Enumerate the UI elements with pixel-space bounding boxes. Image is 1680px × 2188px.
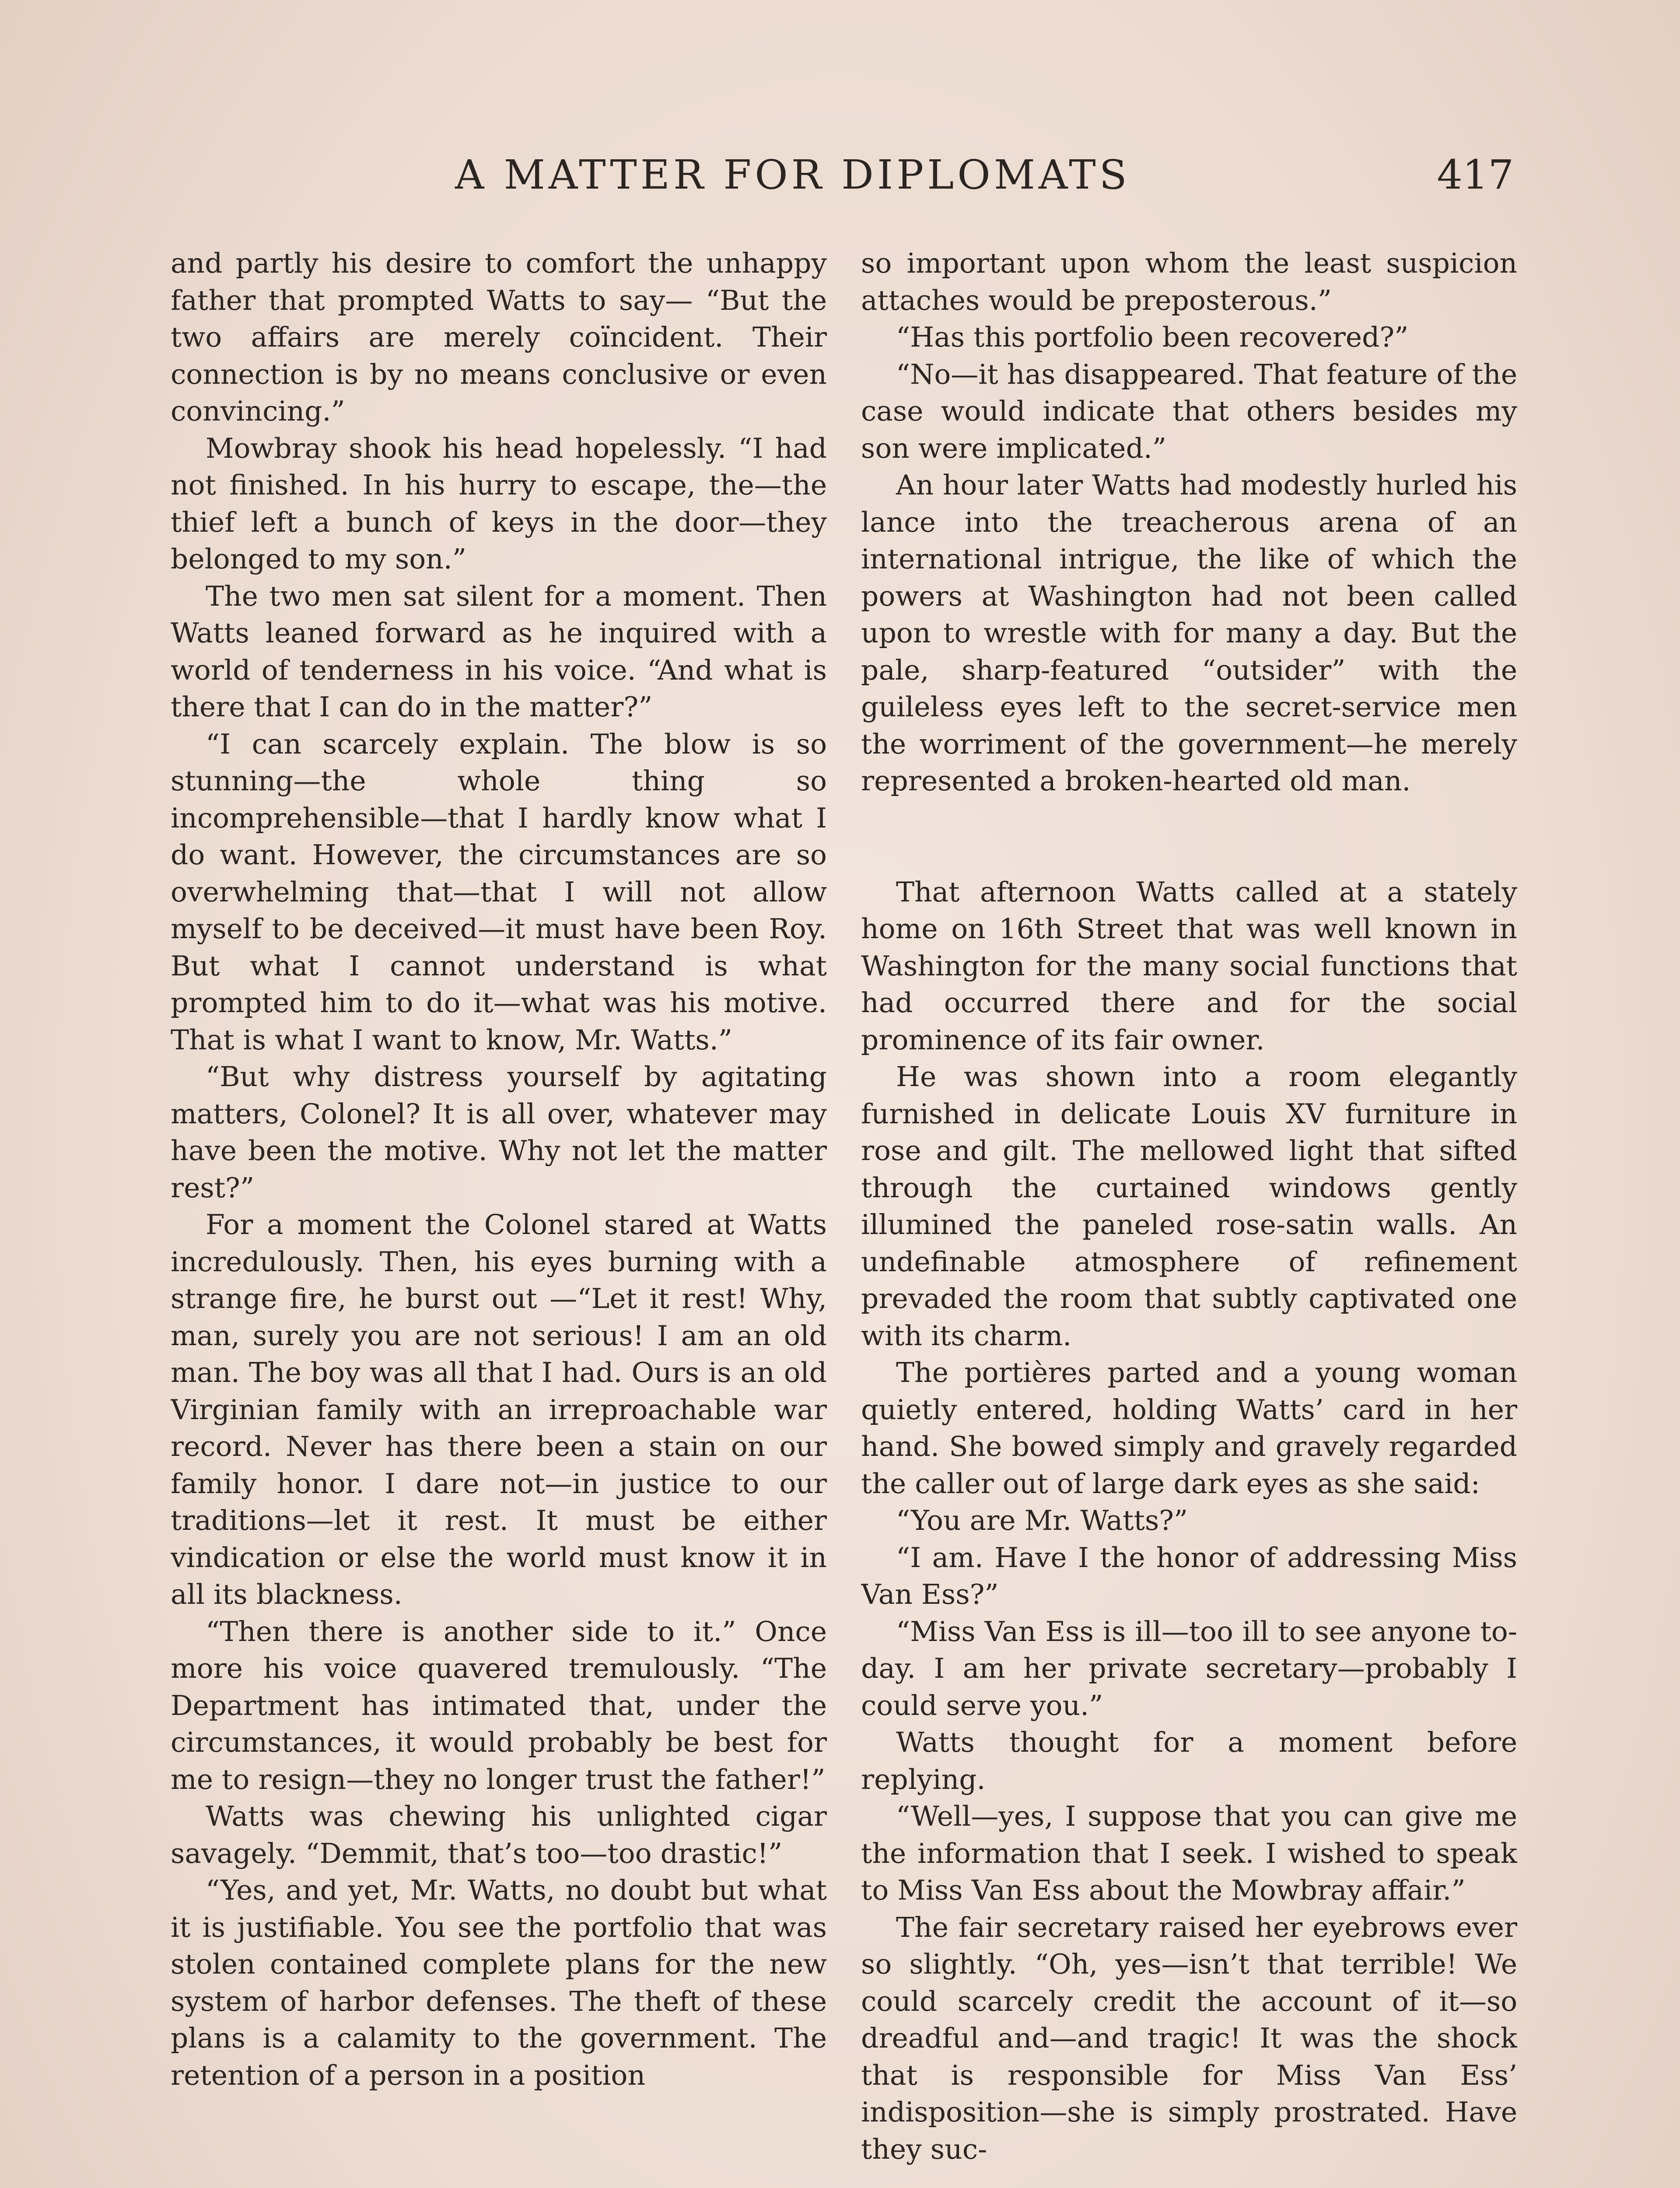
- left-text-column: [171, 245, 827, 2188]
- paragraph: Watts was chewing his unlighted cigar savagely. “Demmit, that’s too—too drastic!”: [171, 1800, 827, 1869]
- paragraph: He was shown into a room elegantly furnished in delicate Louis XV furniture in rose and gilt. The mellowed light that sifted through the curtained windows gently illumined the paneled rose-satin walls. An undefinable atmosphere of refinement prevaded the room that subtly captivated one with its charm.: [861, 1061, 1517, 1352]
- paragraph: so important upon whom the least suspicion attaches would be preposterous.”: [861, 247, 1517, 316]
- right-text-column: [861, 245, 1517, 2188]
- paragraph: “I can scarcely explain. The blow is so stunning—the whole thing so incomprehensible—that I hardly know what I do want. However, the circumstances are so overwhelming that—that I will not allow myself to be deceived—it must have been Roy. But what I cannot understand is what prompted him to do it—what was his motive. That is what I want to know, Mr. Watts.”: [171, 728, 827, 1056]
- paragraph: An hour later Watts had modestly hurled his lance into the treacherous arena of an international intrigue, the like of which the powers at Washington had not been called upon to wrestle with for many a day. But the pale, sharp-featured “outsider” with the guileless eyes left to the secret-service men the worriment of the government—he merely represented a broken-hearted old man.: [861, 469, 1517, 797]
- paragraph: “Yes, and yet, Mr. Watts, no doubt but what it is justifiable. You see the portfolio that was stolen contained complete plans for the new system of harbor defenses. The theft of these plans is a calamity to the government. The retention of a person in a position: [171, 1874, 827, 2091]
- paragraph: “Well—yes, I suppose that you can give me the information that I seek. I wished to speak to Miss Van Ess about the Mowbray affair.”: [861, 1800, 1517, 1906]
- paragraph: and partly his desire to comfort the unhappy father that prompted Watts to say— “But the two affairs are merely coïncident. Their connection is by no means conclusive or even convincing.”: [171, 247, 827, 427]
- running-title: A MATTER FOR DIPLOMATS: [455, 151, 1130, 198]
- paragraph: “But why distress yourself by agitating matters, Colonel? It is all over, whatever may have been the motive. Why not let the matter rest?”: [171, 1061, 827, 1204]
- paragraph: “You are Mr. Watts?”: [896, 1504, 1188, 1536]
- paragraph: Mowbray shook his head hopelessly. “I had not finished. In his hurry to escape, the—the thief left a bunch of keys in the door—they belonged to my son.”: [171, 432, 827, 575]
- page-header: [171, 144, 1514, 206]
- page-number: 417: [1437, 151, 1514, 198]
- paragraph: “Then there is another side to it.” Once more his voice quavered tremulously. “The Department has intimated that, under the circumstances, it would probably be best for me to resign—they no longer trust the father!”: [171, 1615, 827, 1795]
- paragraph: For a moment the Colonel stared at Watts incredulously. Then, his eyes burning with a strange fire, he burst out —“Let it rest! Why, man, surely you are not serious! I am an old man. The boy was all that I had. Ours is an old Virginian family with an irreproachable war record. Never has there been a stain on our family honor. I dare not—in justice to our traditions—let it rest. It must be either vindication or else the world must know it in all its blackness.: [171, 1209, 827, 1610]
- paragraph: “Has this portfolio been recovered?”: [896, 321, 1409, 353]
- paragraph: “I am. Have I the honor of addressing Miss Van Ess?”: [861, 1541, 1517, 1610]
- paragraph: The portières parted and a young woman quietly entered, holding Watts’ card in her hand. She bowed simply and gravely regarded the caller out of large dark eyes as she said:: [861, 1357, 1517, 1500]
- paragraph: The fair secretary raised her eyebrows ever so slightly. “Oh, yes—isn’t that terrible! We could scarcely credit the account of it—so dreadful and—and tragic! It was the shock that is responsible for Miss Van Ess’ indisposition—she is simply prostrated. Have they suc-: [861, 1911, 1517, 2165]
- paragraph: The two men sat silent for a moment. Then Watts leaned forward as he inquired with a world of tenderness in his voice. “And what is there that I can do in the matter?”: [171, 580, 827, 723]
- paragraph: That afternoon Watts called at a stately home on 16th Street that was well known in Washington for the many social functions that had occurred there and for the social prominence of its fair owner.: [861, 876, 1517, 1056]
- paragraph: “No—it has disappeared. That feature of the case would indicate that others besides my son were implicated.”: [861, 358, 1517, 464]
- paragraph: “Miss Van Ess is ill—too ill to see anyone to-day. I am her private secretary—probably I could serve you.”: [861, 1615, 1517, 1722]
- paragraph: Watts thought for a moment before replying.: [861, 1726, 1517, 1795]
